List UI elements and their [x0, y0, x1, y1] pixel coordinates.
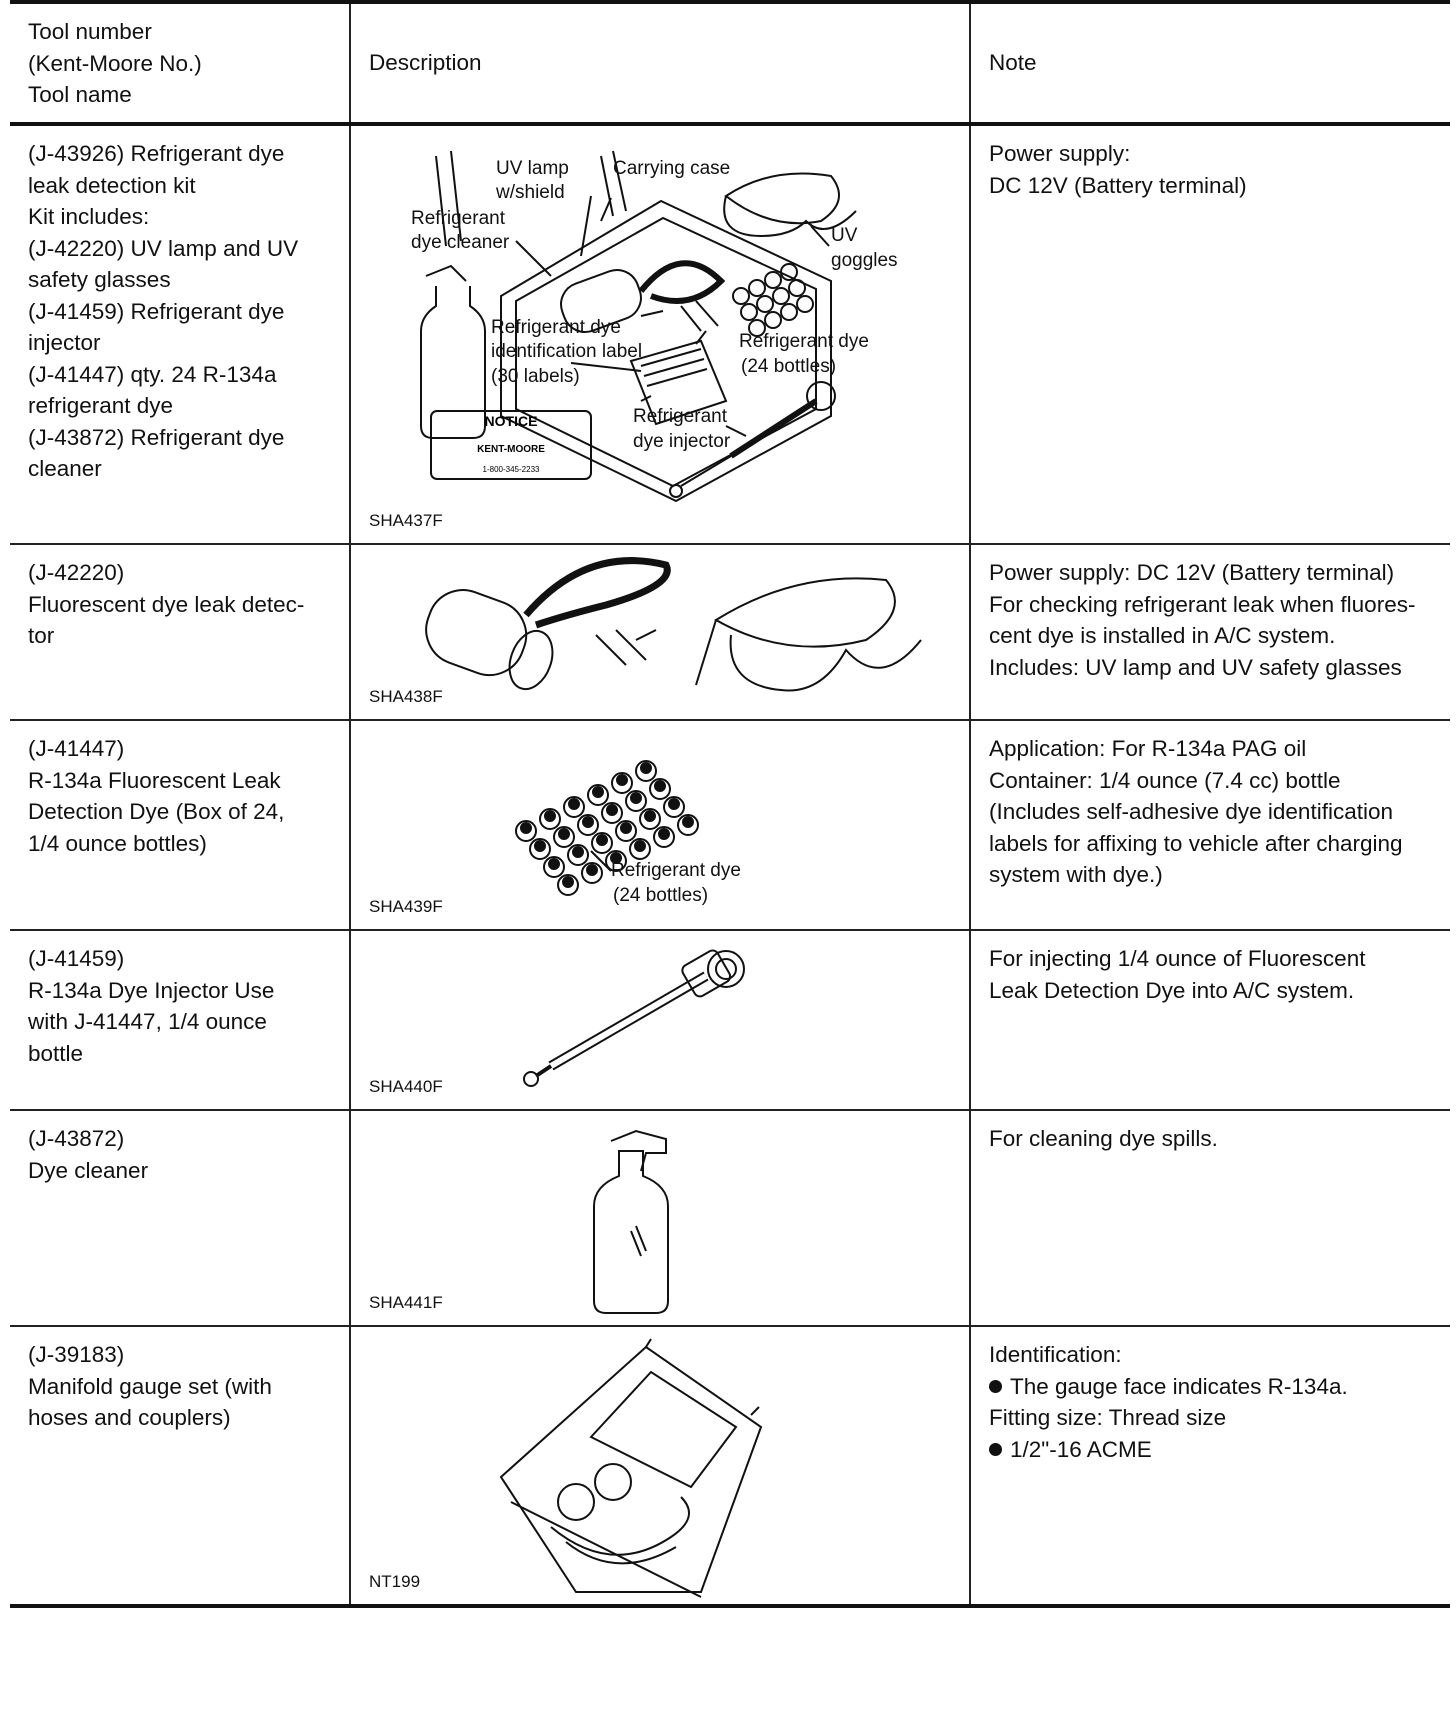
notice-title: NOTICE [484, 413, 538, 429]
dye-bottle-cap [587, 865, 597, 875]
special-tools-table [10, 0, 1450, 1608]
note-cell: For cleaning dye spills. [970, 1110, 1450, 1326]
uv-lamp-and-goggles-illustration [351, 545, 971, 721]
manifold-gauge-set-illustration [351, 1327, 971, 1607]
dye-bottle-cap [645, 811, 655, 821]
dye-bottle-cap [569, 799, 579, 809]
dye-bottles-illustration [351, 721, 971, 931]
tool-cell: (J-43872) Dye cleaner [28, 1126, 149, 1183]
tool-cell: (J-41459) R-134a Dye Injector Use with J-41447, 1/4 ounce bottle [28, 946, 275, 1066]
callout-dye-bottles-2: (24 bottles) [613, 885, 709, 906]
dye-bottle-cap [659, 829, 669, 839]
dye-bottle-cap [669, 799, 679, 809]
dye-bottle-cap [597, 835, 607, 845]
dye-bottle-cap [521, 823, 531, 833]
header-note: Note [970, 2, 1450, 124]
dye-bottle-cap [683, 817, 693, 827]
dye-bottle-cap [559, 829, 569, 839]
notice-phone: 1-800-345-2233 [482, 465, 540, 474]
notice-brand: KENT-MOORE [477, 444, 545, 455]
tool-row-j41459 [10, 930, 1450, 1110]
tool-row-j43872 [10, 1110, 1450, 1326]
note-cell: Application: For R-134a PAG oil Container: 1/4 ounce (7.4 cc) bottle (Includes self-adhesive dye identification labels for affixing to vehicle after charging system with dye.) [970, 720, 1450, 930]
dye-bottle-cap [593, 787, 603, 797]
callout-dye-cleaner: Refrigerant [411, 208, 505, 229]
description-cell [350, 124, 970, 544]
description-cell [350, 1110, 970, 1326]
callout-id-label: Refrigerant dye [491, 317, 621, 338]
leak-detection-kit-illustration [351, 126, 971, 546]
dye-bottle-cap [641, 763, 651, 773]
bullet-icon [989, 1443, 1002, 1456]
tool-cell: (J-39183) Manifold gauge set (with hoses and couplers) [28, 1342, 272, 1430]
dye-bottle-cap [631, 793, 641, 803]
description-cell [350, 1326, 970, 1606]
figure-code: SHA441F [369, 1293, 443, 1312]
dye-cleaner-bottle-illustration [351, 1111, 971, 1327]
dye-bottle-cap [655, 781, 665, 791]
callout-uv-lamp-shield: w/shield [496, 182, 565, 203]
callout-uv-goggles: UV [831, 225, 858, 246]
dye-bottle-cap [607, 805, 617, 815]
dye-bottle-cap [563, 877, 573, 887]
dye-injector-illustration [351, 931, 971, 1111]
callout-dye-bottles-2: (24 bottles) [741, 356, 837, 377]
tool-row-j41447 [10, 720, 1450, 930]
callout-uv-goggles-2: goggles [831, 250, 898, 271]
figure-code: SHA438F [369, 687, 443, 706]
note-cell: Power supply: DC 12V (Battery terminal) For checking refrigerant leak when fluores- cent dye is installed in A/C system. Includes: UV lamp and UV safety glasses [970, 544, 1450, 720]
callout-id-label-2: identification label [491, 341, 643, 362]
note-cell: Identification: The gauge face indicates R-134a. Fitting size: Thread size 1/2"-16 ACME [970, 1326, 1450, 1606]
dye-bottle-cap [535, 841, 545, 851]
dye-bottle-cap [573, 847, 583, 857]
callout-dye-bottles: Refrigerant dye [739, 331, 869, 352]
callout-id-label-3: (30 labels) [491, 366, 580, 387]
dye-bottle-cap [617, 775, 627, 785]
callout-dye-bottles: Refrigerant dye [611, 860, 741, 881]
special-tools-table-page [10, 0, 1450, 1608]
callout-uv-lamp: UV lamp [496, 158, 569, 179]
dye-bottle-cap [635, 841, 645, 851]
header-row [10, 2, 1450, 124]
tool-cell: (J-43926) Refrigerant dye leak detection kit Kit includes: (J-42220) UV lamp and UV safety glasses (J-41459) Refrigerant dye injector (J-41447) qty. 24 R-134a refrigerant dye (J-43872) Refrigerant dye cleaner [28, 141, 299, 481]
description-cell [350, 544, 970, 720]
note-cell: For injecting 1/4 ounce of Fluorescent Leak Detection Dye into A/C system. [970, 930, 1450, 1110]
callout-injector: Refrigerant [633, 406, 727, 427]
dye-bottle-cap [621, 823, 631, 833]
dye-bottle-cap [545, 811, 555, 821]
header-tool-name: Tool number (Kent-Moore No.) Tool name [28, 19, 202, 107]
figure-code: SHA440F [369, 1077, 443, 1096]
dye-bottle-cap [583, 817, 593, 827]
figure-code: SHA437F [369, 511, 443, 530]
callout-carrying-case: Carrying case [613, 158, 731, 179]
note-cell: Power supply: DC 12V (Battery terminal) [970, 124, 1450, 544]
callout-dye-cleaner-2: dye cleaner [411, 232, 510, 253]
tool-cell: (J-42220) Fluorescent dye leak detec- tor [28, 560, 305, 648]
tool-row-j39183 [10, 1326, 1450, 1606]
description-cell [350, 720, 970, 930]
tool-cell: (J-41447) R-134a Fluorescent Leak Detection Dye (Box of 24, 1/4 ounce bottles) [28, 736, 285, 856]
header-description: Description [350, 2, 970, 124]
callout-injector-2: dye injector [633, 431, 731, 452]
figure-code: NT199 [369, 1572, 421, 1591]
figure-code: SHA439F [369, 897, 443, 916]
tool-row-j42220 [10, 544, 1450, 720]
dye-bottle-cap [549, 859, 559, 869]
bullet-icon [989, 1380, 1002, 1393]
description-cell [350, 930, 970, 1110]
tool-row-j43926 [10, 124, 1450, 544]
